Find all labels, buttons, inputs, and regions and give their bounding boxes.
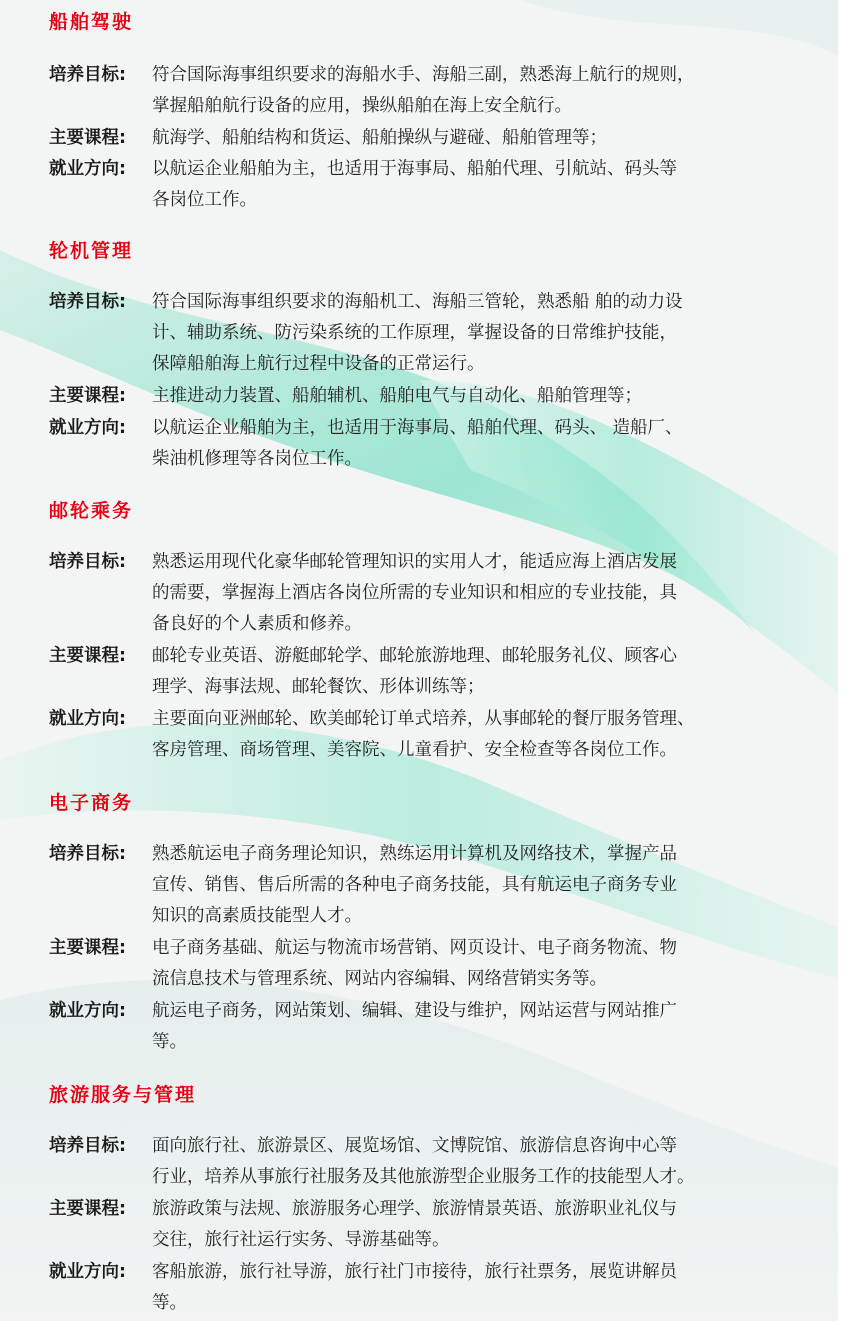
goal-line: 熟悉运用现代化豪华邮轮管理知识的实用人才，能适应海上酒店发展: [152, 552, 677, 572]
course-label: 主要课程:: [49, 386, 126, 406]
section-title: 船舶驾驶: [49, 11, 134, 33]
course-line: 主推进动力装置、船舶辅机、船舶电气与自动化、船舶管理等；: [152, 386, 642, 406]
course-label: 主要课程:: [49, 646, 126, 666]
goal-line: 符合国际海事组织要求的海船机工、海船三管轮，熟悉船 舶的动力设: [152, 292, 683, 312]
career-label: 就业方向:: [49, 1262, 126, 1282]
goal-label: 培养目标:: [49, 1136, 126, 1156]
career-label: 就业方向:: [49, 418, 126, 438]
career-line: 各岗位工作。: [152, 190, 257, 210]
career-label: 就业方向:: [49, 709, 126, 729]
course-label: 主要课程:: [49, 1199, 126, 1219]
course-line: 交往，旅行社运行实务、导游基础等。: [152, 1230, 450, 1250]
career-line: 以航运企业船舶为主，也适用于海事局、船舶代理、码头、 造船厂、: [152, 418, 683, 438]
goal-line: 宣传、销售、售后所需的各种电子商务技能，具有航运电子商务专业: [152, 875, 677, 895]
goal-label: 培养目标:: [49, 552, 126, 572]
section-title: 电子商务: [49, 792, 134, 814]
section-title: 轮机管理: [49, 240, 134, 262]
goal-label: 培养目标:: [49, 65, 126, 85]
course-line: 邮轮专业英语、游艇邮轮学、邮轮旅游地理、邮轮服务礼仪、顾客心: [152, 646, 677, 666]
course-line: 旅游政策与法规、旅游服务心理学、旅游情景英语、旅游职业礼仪与: [152, 1199, 677, 1219]
goal-line: 行业，培养从事旅行社服务及其他旅游型企业服务工作的技能型人才。: [152, 1167, 695, 1187]
course-line: 流信息技术与管理系统、网站内容编辑、网络营销实务等。: [152, 969, 607, 989]
career-line: 柴油机修理等各岗位工作。: [152, 449, 362, 469]
goal-line: 备良好的个人素质和修养。: [152, 614, 362, 634]
goal-line: 计、辅助系统、防污染系统的工作原理，掌握设备的日常维护技能，: [152, 323, 677, 343]
goal-line: 保障船舶海上航行过程中设备的正常运行。: [152, 354, 485, 374]
career-line: 客船旅游，旅行社导游，旅行社门市接待，旅行社票务，展览讲解员: [152, 1262, 677, 1282]
career-label: 就业方向:: [49, 159, 126, 179]
course-label: 主要课程:: [49, 938, 126, 958]
career-line: 以航运企业船舶为主，也适用于海事局、船舶代理、引航站、码头等: [152, 159, 677, 179]
course-line: 理学、海事法规、邮轮餐饮、形体训练等；: [152, 677, 485, 697]
goal-label: 培养目标:: [49, 844, 126, 864]
section-title: 旅游服务与管理: [49, 1084, 197, 1106]
goal-line: 知识的高素质技能型人才。: [152, 906, 362, 926]
goal-line: 熟悉航运电子商务理论知识，熟练运用计算机及网络技术，掌握产品: [152, 844, 677, 864]
goal-label: 培养目标:: [49, 292, 126, 312]
goal-line: 面向旅行社、旅游景区、展览场馆、文博院馆、旅游信息咨询中心等: [152, 1136, 677, 1156]
career-label: 就业方向:: [49, 1001, 126, 1021]
goal-line: 掌握船舶航行设备的应用，操纵船舶在海上安全航行。: [152, 96, 572, 116]
career-line: 等。: [152, 1032, 187, 1052]
goal-line: 的需要，掌握海上酒店各岗位所需的专业知识和相应的专业技能，具: [152, 583, 677, 603]
course-line: 电子商务基础、航运与物流市场营销、网页设计、电子商务物流、物: [152, 938, 677, 958]
career-line: 客房管理、商场管理、美容院、儿童看护、安全检查等各岗位工作。: [152, 740, 677, 760]
career-line: 主要面向亚洲邮轮、欧美邮轮订单式培养，从事邮轮的餐厅服务管理、: [152, 709, 695, 729]
section-title: 邮轮乘务: [49, 500, 134, 522]
goal-line: 符合国际海事组织要求的海船水手、海船三副，熟悉海上航行的规则，: [152, 65, 695, 85]
career-line: 航运电子商务，网站策划、编辑、建设与维护，网站运营与网站推广: [152, 1001, 677, 1021]
course-line: 航海学、船舶结构和货运、船舶操纵与避碰、船舶管理等；: [152, 128, 607, 148]
course-label: 主要课程:: [49, 128, 126, 148]
career-line: 等。: [152, 1293, 187, 1313]
